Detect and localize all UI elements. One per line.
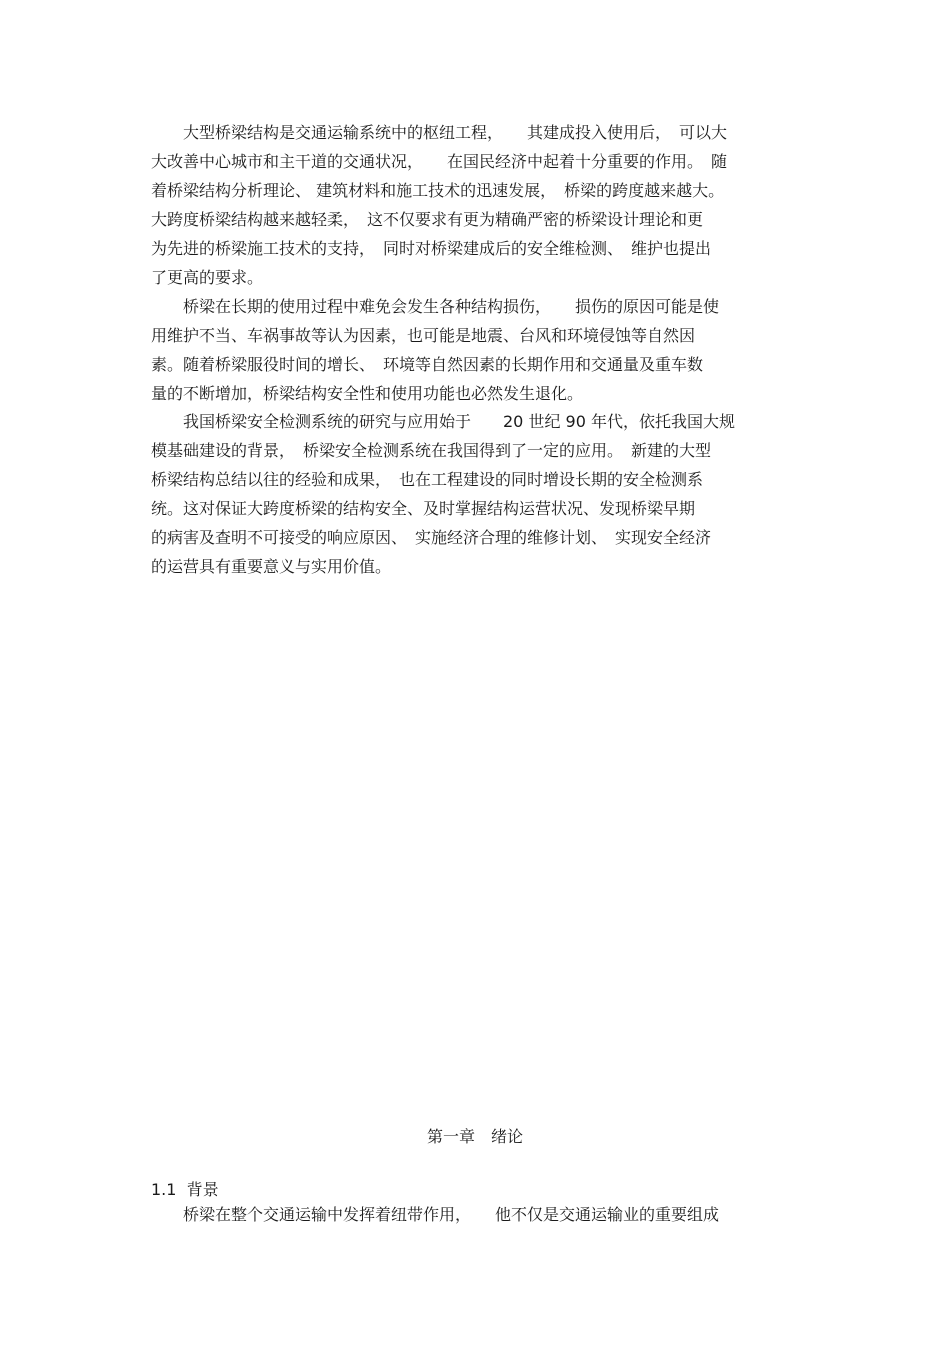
paragraph-line: 桥梁在整个交通运输中发挥着纽带作用， 他不仅是交通运输业的重要组成 [151, 1205, 720, 1224]
paragraph-line: 为先进的桥梁施工技术的支持， 同时对桥梁建成后的安全维检测、 维护也提出 [151, 239, 712, 258]
chapter-title: 第一章 绪论 [426, 1127, 523, 1146]
paragraph-line: 大改善中心城市和主干道的交通状况， 在国民经济中起着十分重要的作用。 随 [151, 152, 728, 171]
paragraph-line: 模基础建设的背景， 桥梁安全检测系统在我国得到了一定的应用。 新建的大型 [151, 441, 712, 460]
paragraph-line: 大跨度桥梁结构越来越轻柔， 这不仅要求有更为精确严密的桥梁设计理论和更 [151, 210, 704, 229]
paragraph-line: 了更高的要求。 [151, 268, 264, 287]
paragraph-line: 桥梁在长期的使用过程中难免会发生各种结构损伤， 损伤的原因可能是使 [151, 297, 720, 316]
paragraph-line: 素。随着桥梁服役时间的增长、 环境等自然因素的长期作用和交通量及重车数 [151, 355, 704, 374]
paragraph-line: 的病害及查明不可接受的响应原因、 实施经济合理的维修计划、 实现安全经济 [151, 528, 712, 547]
paragraph-line: 大型桥梁结构是交通运输系统中的枢纽工程， 其建成投入使用后， 可以大 [151, 123, 728, 142]
paragraph-line: 统。这对保证大跨度桥梁的结构安全、及时掌握结构运营状况、发现桥梁早期 [151, 499, 696, 518]
paragraph-line: 量的不断增加，桥梁结构安全性和使用功能也必然发生退化。 [151, 384, 584, 403]
paragraph-line: 着桥梁结构分析理论、 建筑材料和施工技术的迅速发展， 桥梁的跨度越来越大。 [151, 181, 725, 200]
paragraph-line: 我国桥梁安全检测系统的研究与应用始于 20 世纪 90 年代，依托我国大规 [151, 412, 735, 431]
section-heading: 1.1 背景 [151, 1180, 219, 1199]
paragraph-line: 用维护不当、车祸事故等认为因素，也可能是地震、台风和环境侵蚀等自然因 [151, 326, 696, 345]
paragraph-line: 桥梁结构总结以往的经验和成果， 也在工程建设的同时增设长期的安全检测系 [151, 470, 704, 489]
paragraph-line: 的运营具有重要意义与实用价值。 [151, 557, 392, 576]
